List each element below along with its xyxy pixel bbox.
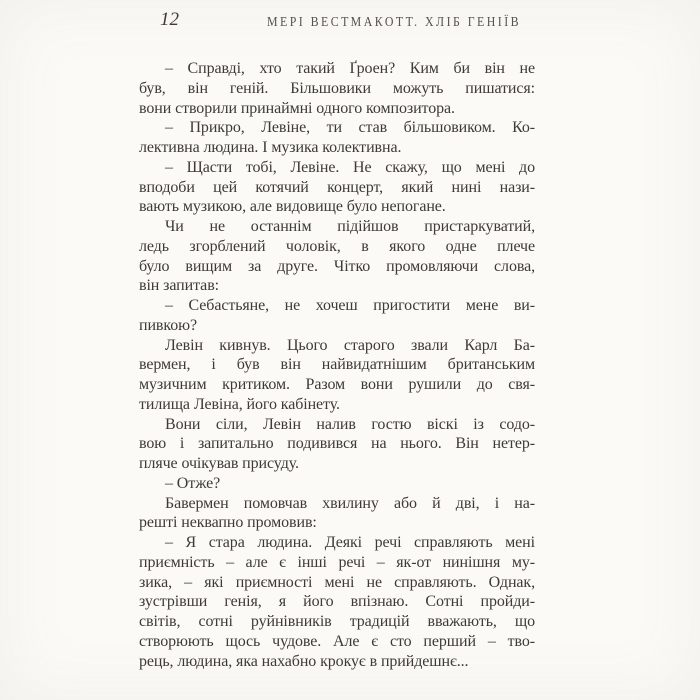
text-line: рець, людина, яка нахабно крокує в прийдешнє... bbox=[139, 652, 469, 670]
text-line: решті неквапно промовив: bbox=[139, 514, 317, 532]
text-line: вподоби цей котячий концерт, який нині нази- bbox=[139, 178, 535, 196]
text-line: світів, сотні руйнівників традицій вважають, що bbox=[139, 613, 535, 630]
text-line: приємність – але є інші речі – як-от нинішня му- bbox=[139, 553, 535, 571]
text-line: він запитав: bbox=[139, 277, 219, 295]
text-line: зустрівши генія, я його впізнаю. Сотні пройди- bbox=[139, 593, 535, 611]
text-line: зика, – які приємності мені не справляють. Однак, bbox=[139, 573, 535, 591]
text-line: вою і запитально подивився на нього. Він нетер- bbox=[139, 435, 535, 453]
running-header-title: МЕРІ ВЕСТМАКОТТ. ХЛІБ ГЕНІЇВ bbox=[266, 14, 522, 29]
text-line: – Себастьяне, не хочеш пригостити мене ви- bbox=[165, 297, 535, 314]
text-line: вермен, і був він найвидатнішим британським bbox=[139, 356, 535, 374]
text-line: Левін кивнув. Цього старого звали Карл Ба- bbox=[165, 336, 535, 354]
text-line: було вищим за друге. Чітко промовляючи слова, bbox=[139, 257, 535, 275]
text-line: – Прикро, Левіне, ти став більшовиком. Ко- bbox=[165, 119, 535, 137]
text-line: пляче очікував присуду. bbox=[139, 455, 299, 472]
text-line: пивкою? bbox=[139, 316, 197, 334]
text-line: лективна людина. І музика колективна. bbox=[139, 139, 402, 156]
text-line: тилища Левіна, його кабінету. bbox=[139, 395, 340, 413]
text-line: ледь згорблений чоловік, в якого одне плече bbox=[139, 237, 535, 255]
page-number: 12 bbox=[160, 9, 179, 30]
body-text-block bbox=[139, 59, 535, 671]
text-line: музичним критиком. Разом вони рушили до свя- bbox=[139, 376, 535, 393]
text-line: вони створили принаймні одного композитора. bbox=[139, 99, 455, 117]
text-line: – Щасти тобі, Левіне. Не скажу, що мені до bbox=[165, 158, 535, 176]
text-line: вають музикою, але видовище було непогане. bbox=[139, 198, 446, 216]
text-line: створюють щось чудове. Але є сто перший – тво- bbox=[139, 632, 535, 650]
text-line: – Я стара людина. Деякі речі справляють мені bbox=[165, 534, 535, 551]
text-line: – Справді, хто такий Ґроен? Ким би він не bbox=[165, 60, 535, 77]
text-line: був, він геній. Більшовики можуть пишатися: bbox=[139, 79, 535, 97]
text-line: – Отже? bbox=[165, 474, 221, 492]
text-line: Бавермен помовчав хвилину або й дві, і на- bbox=[165, 494, 535, 512]
text-line: Чи не останнім підійшов пристаркуватий, bbox=[165, 218, 535, 235]
text-line: Вони сіли, Левін налив гостю віскі із содо- bbox=[165, 415, 535, 433]
